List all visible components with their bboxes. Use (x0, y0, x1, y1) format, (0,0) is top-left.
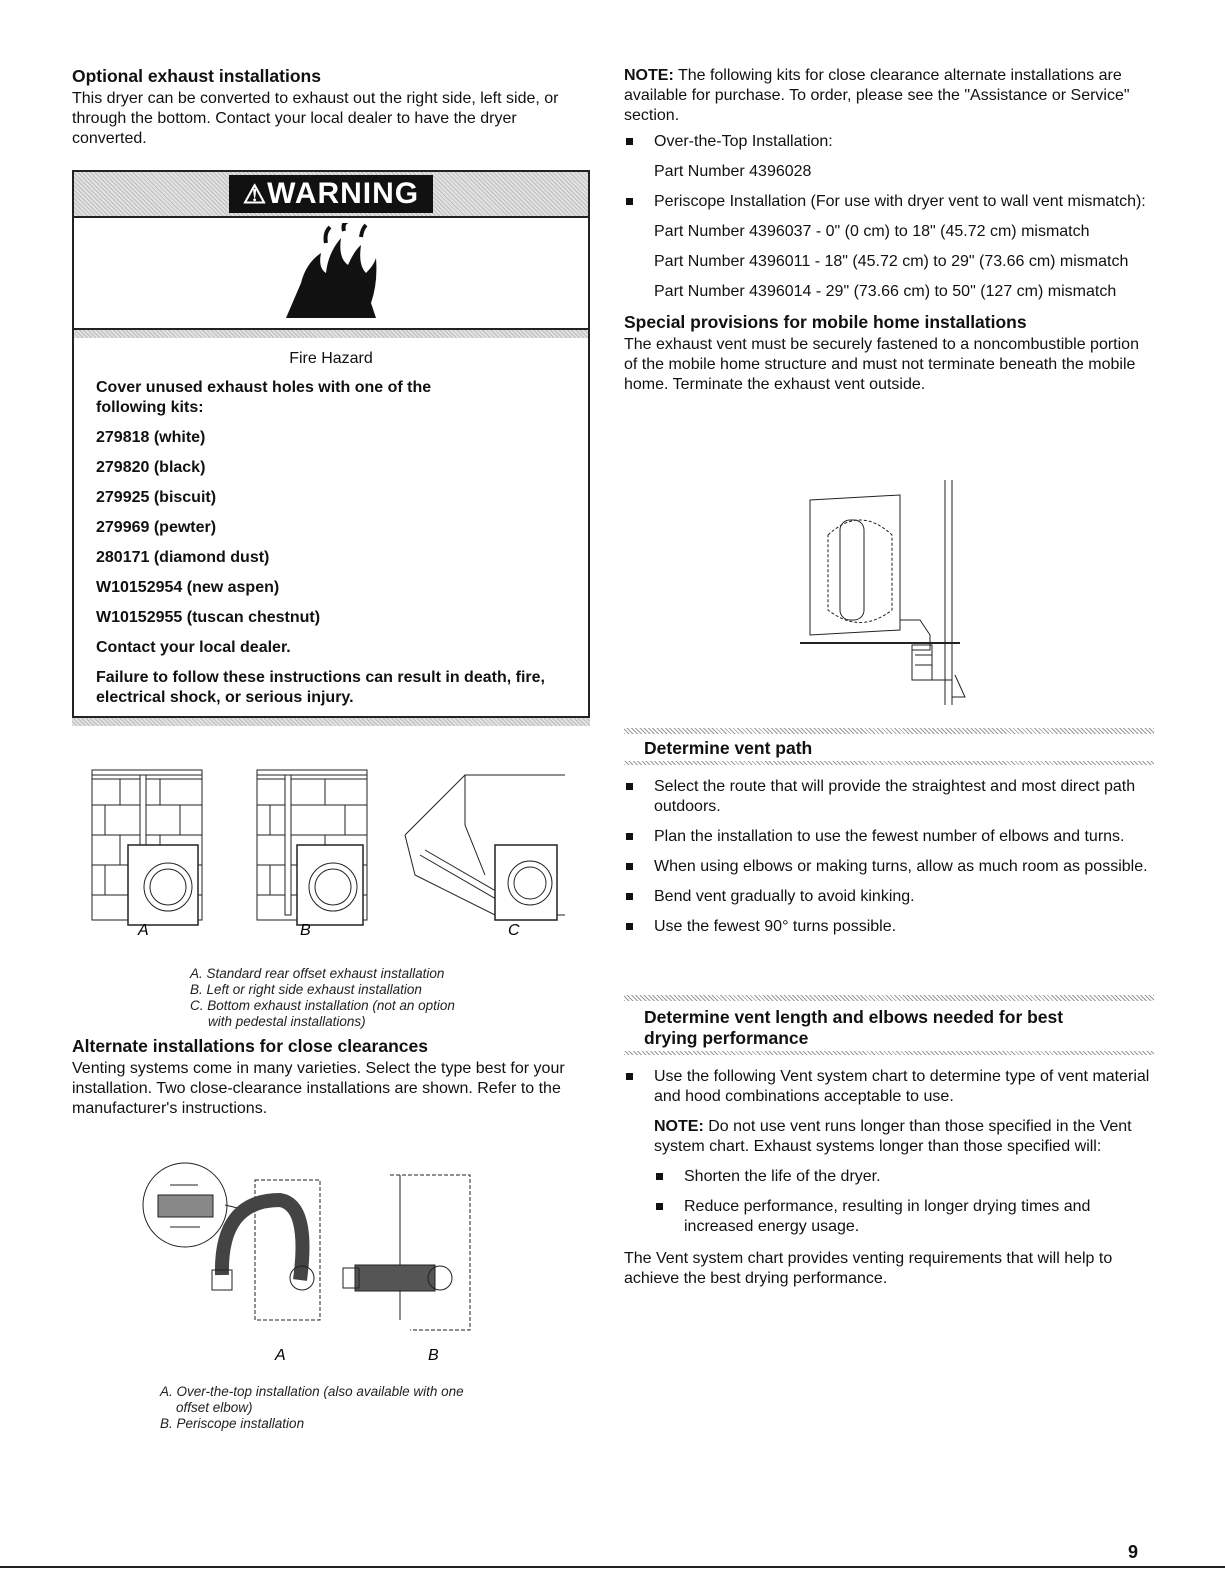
figure1-caption: A. Standard rear offset exhaust installation (190, 966, 445, 981)
warning-line: 280171 (diamond dust) (96, 549, 270, 566)
vent-path-bullet: Plan the installation to use the fewest number of elbows and turns. (624, 827, 1154, 847)
alternate-body: Venting systems come in many varieties. Select the type best for your installation. Two close-clearance installations are shown. Refer to the manufacturer's instructions. (72, 1060, 565, 1117)
warning-line: Contact your local dealer. (96, 639, 291, 656)
optional-exhaust-body: This dryer can be converted to exhaust out the right side, left side, or through the bottom. Contact your local dealer to have the dryer converted. (72, 90, 559, 147)
kit-part-number: Part Number 4396028 (654, 163, 812, 180)
right-column (624, 66, 1154, 395)
figure2-caption: B. Periscope installation (160, 1416, 305, 1431)
vent-note-text: Do not use vent runs longer than those specified in the Vent system chart. Exhaust systems longer than those specified will: (654, 1118, 1132, 1155)
warning-line: W10152954 (new aspen) (96, 579, 280, 596)
vent-length-heading: Determine vent length and elbows needed for best drying performance (644, 1007, 1064, 1048)
vent-path-bullet: When using elbows or making turns, allow as much room as possible. (624, 857, 1154, 877)
mobile-heading: Special provisions for mobile home installations (624, 312, 1027, 332)
vent-length-rule-bottom (624, 1051, 1154, 1055)
figure2-captions (160, 1384, 560, 1432)
figure2-label-b: B (428, 1347, 439, 1360)
vent-length-rule-top (624, 995, 1154, 1001)
note-label: NOTE: (624, 67, 674, 84)
figure1-label-a: A (138, 922, 149, 935)
figure1-label-c: C (508, 922, 520, 935)
warning-separator (74, 330, 588, 338)
kit-bullet: Over-the-Top Installation: (624, 132, 1154, 152)
kit-bullet: Periscope Installation (For use with dryer vent to wall vent mismatch): (624, 192, 1154, 212)
warning-line: 279969 (pewter) (96, 519, 217, 536)
warning-title: ⚠WARNING (229, 175, 433, 213)
warning-line: 279925 (biscuit) (96, 489, 217, 506)
warning-header (74, 172, 588, 216)
figure1-caption: with pedestal installations) (208, 1014, 366, 1029)
close-clearance-figure (140, 1160, 500, 1360)
warning-line: Failure to follow these instructions can result in death, fire, electrical shock, or serious injury. (96, 669, 545, 706)
alternate-heading: Alternate installations for close clearances (72, 1036, 428, 1056)
vent-sub-bullet: Reduce performance, resulting in longer drying times and increased energy usage. (654, 1197, 1154, 1237)
kit-part-number: Part Number 4396037 - 0" (0 cm) to 18" (45.72 cm) mismatch (654, 223, 1090, 240)
vent-length-bullet: Use the following Vent system chart to determine type of vent material and hood combinations acceptable to use. (624, 1067, 1154, 1107)
kit-part-number: Part Number 4396014 - 29" (73.66 cm) to 50" (127 cm) mismatch (654, 283, 1117, 300)
vent-path-rule-bottom (624, 761, 1154, 765)
vent-sub-bullet: Shorten the life of the dryer. (654, 1167, 1154, 1187)
warning-line: W10152955 (tuscan chestnut) (96, 609, 321, 626)
figure1-caption: B. Left or right side exhaust installation (190, 982, 422, 997)
figure1-label-b: B (300, 922, 311, 935)
left-column (72, 66, 592, 149)
figure1-captions (190, 966, 570, 1030)
vent-path-section (624, 728, 1154, 937)
vent-note-label: NOTE: (654, 1118, 704, 1135)
warning-box (72, 170, 590, 718)
exhaust-installations-figure (80, 765, 580, 935)
page-number: 9 (1128, 1542, 1139, 1562)
fire-hazard-icon-row (74, 216, 588, 330)
page-bottom-rule (0, 1566, 1225, 1568)
fire-icon (266, 223, 396, 323)
warning-bottom-hatch (72, 718, 590, 726)
warning-line: Cover unused exhaust holes with one of the following kits: (96, 379, 432, 416)
fire-hazard-title: Fire Hazard (289, 350, 373, 367)
vent-path-heading: Determine vent path (644, 738, 813, 758)
warning-line: 279818 (white) (96, 429, 206, 446)
warning-triangle-icon: ⚠ (242, 179, 268, 209)
kits-note (624, 66, 1154, 126)
warning-line: 279820 (black) (96, 459, 206, 476)
figure2-caption: offset elbow) (176, 1400, 253, 1415)
vent-path-bullet: Use the fewest 90° turns possible. (624, 917, 1154, 937)
vent-length-section (624, 995, 1154, 1289)
optional-exhaust-heading: Optional exhaust installations (72, 66, 321, 86)
mobile-home-vent-figure (800, 475, 980, 710)
mobile-body: The exhaust vent must be securely fastened to a noncombustible portion of the mobile home structure and must not terminate beneath the mobile home. Terminate the exhaust vent outside. (624, 336, 1139, 393)
kit-part-number: Part Number 4396011 - 18" (45.72 cm) to 29" (73.66 cm) mismatch (654, 253, 1129, 270)
vent-path-rule-top (624, 728, 1154, 734)
figure2-label-a: A (275, 1347, 286, 1360)
vent-path-bullet: Bend vent gradually to avoid kinking. (624, 887, 1154, 907)
figure1-caption: C. Bottom exhaust installation (not an option (190, 998, 455, 1013)
vent-path-bullet: Select the route that will provide the straightest and most direct path outdoors. (624, 777, 1154, 817)
vent-length-note (624, 1117, 1154, 1157)
note-text: The following kits for close clearance alternate installations are available for purchase. To order, please see the "Assistance or Service" section. (624, 67, 1130, 124)
figure2-caption: A. Over-the-top installation (also available with one (160, 1384, 464, 1399)
vent-closing: The Vent system chart provides venting requirements that will help to achieve the best drying performance. (624, 1250, 1113, 1287)
alternate-section (72, 1036, 592, 1119)
warning-body (74, 338, 588, 708)
